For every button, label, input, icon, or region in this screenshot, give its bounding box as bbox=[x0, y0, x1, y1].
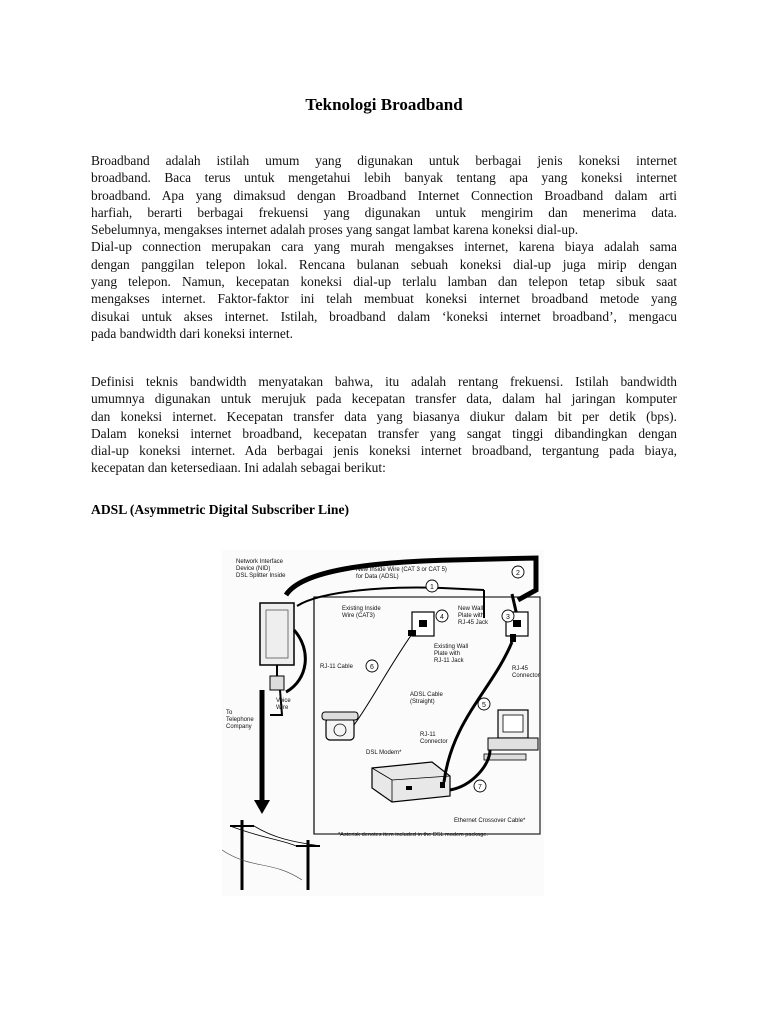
label-existing-inside-wire: Wire (CAT3) bbox=[342, 613, 375, 619]
text-line: Sebelumnya, mengakses internet adalah proses yang sangat lambat karena koneksi dial-up. bbox=[91, 222, 579, 238]
label-to-telephone: Telephone bbox=[226, 717, 254, 723]
label-to-telephone: Company bbox=[226, 724, 252, 730]
label-ethernet-cable: Ethernet Crossover Cable* bbox=[454, 818, 526, 824]
label-rj11-connector: RJ-11 bbox=[420, 732, 436, 738]
text-line: mengakses internet. Faktor-faktor ini telah membuat koneksi internet broadband metode yang bbox=[91, 291, 677, 307]
svg-text:2: 2 bbox=[516, 570, 520, 577]
text-line: Definisi teknis bandwidth menyatakan bahwa, itu adalah rentang frekuensi. Istilah bandwidth bbox=[91, 374, 677, 389]
text-line: Dalam koneksi internet broadband, kecepatan transfer yang sangat tinggi dibandingkan dengan bbox=[91, 425, 677, 441]
computer-base bbox=[488, 738, 538, 750]
text-line: dan koneksi internet. Kecepatan transfer data yang biasanya diukur dalam bit per detik (bps). bbox=[91, 408, 677, 424]
marker-5 bbox=[478, 698, 490, 710]
label-new-wall-plate: New Wall bbox=[458, 606, 484, 612]
marker-1 bbox=[426, 580, 438, 592]
label-new-wall-plate: Plate with bbox=[458, 613, 485, 619]
text-line: umumnya digunakan untuk merujuk pada kecepatan transfer data, dalam hal jaringan komputer bbox=[91, 391, 677, 407]
text-line: Broadband adalah istilah umum yang digunakan untuk berbagai jenis koneksi internet bbox=[91, 153, 677, 168]
svg-text:4: 4 bbox=[440, 614, 444, 621]
label-existing-wall-plate: Existing Wall bbox=[434, 644, 469, 650]
adsl-diagram bbox=[222, 550, 544, 896]
text-line: harfiah, berarti berbagai frekuensi yang digunakan untuk mengirim dan menerima data. bbox=[91, 204, 677, 220]
label-adsl-cable: ADSL Cable bbox=[410, 692, 443, 698]
marker-7 bbox=[474, 780, 486, 792]
marker-4 bbox=[436, 610, 448, 622]
label-nid: Network Interface bbox=[236, 559, 284, 565]
text-line: broadband. Apa yang dimaksud dengan Broadband Internet Connection Broadband dalam arti bbox=[91, 187, 677, 203]
label-new-inside-wire: New Inside Wire (CAT 3 or CAT 5) bbox=[356, 567, 447, 573]
text-line: pada bandwidth dari koneksi internet. bbox=[91, 325, 293, 341]
label-to-telephone: To bbox=[226, 710, 233, 716]
marker-3 bbox=[502, 610, 514, 622]
paragraph-bandwidth bbox=[91, 373, 677, 477]
text-line: dengan panggilan telepon lokal. Rencana bulanan sebuah koneksi dial-up juga mirip dengan bbox=[91, 256, 677, 272]
svg-text:6: 6 bbox=[370, 664, 374, 671]
dsl-modem-device bbox=[372, 762, 450, 802]
text-line: yang telepon. Namun, kecepatan koneksi dial-up terlalu lamban dan telepon tetap sibuk saat bbox=[91, 274, 677, 290]
marker-6 bbox=[366, 660, 378, 672]
paragraph-intro bbox=[91, 152, 677, 342]
text-line: broadband. Baca terus untuk mengetahui lebih banyak tentang apa yang koneksi internet bbox=[91, 170, 677, 186]
text-line: Dial-up connection merupakan cara yang murah mengakses internet, karena biaya adalah sama bbox=[91, 239, 677, 255]
label-existing-inside-wire: Existing Inside bbox=[342, 606, 381, 612]
svg-text:5: 5 bbox=[482, 702, 486, 709]
label-rj45-connector: RJ-45 bbox=[512, 666, 529, 672]
label-existing-wall-plate: Plate with bbox=[434, 651, 461, 657]
label-rj11-cable: RJ-11 Cable bbox=[320, 664, 353, 670]
label-footnote: *Asterisk denotes item included in the DSL modem package. bbox=[338, 832, 488, 838]
svg-text:1: 1 bbox=[430, 584, 434, 591]
label-rj45-connector: Connector bbox=[512, 673, 540, 679]
document-title: Teknologi Broadband bbox=[305, 95, 463, 114]
label-voice-wire: Voice bbox=[276, 698, 291, 704]
label-dsl-modem: DSL Modem* bbox=[366, 750, 402, 756]
label-new-inside-wire: for Data (ADSL) bbox=[356, 574, 399, 580]
text-line: disukai untuk akses internet. Istilah, broadband dalam ‘koneksi internet broadband’, mengacu bbox=[91, 308, 677, 324]
text-line: dial-up koneksi internet. Ada berbagai jenis koneksi internet broadband, tergantung pada biaya, bbox=[91, 443, 677, 459]
label-voice-wire: Wire bbox=[276, 705, 289, 711]
text-line: kecepatan dan ketersediaan. Ini adalah sebagai berikut: bbox=[91, 460, 386, 476]
svg-text:3: 3 bbox=[506, 614, 510, 621]
label-nid: DSL Splitter Inside bbox=[236, 573, 286, 579]
section-heading-adsl: ADSL (Asymmetric Digital Subscriber Line) bbox=[91, 502, 350, 517]
label-rj11-connector: Connector bbox=[420, 739, 448, 745]
label-nid: Device (NID) bbox=[236, 566, 271, 572]
marker-2 bbox=[512, 566, 524, 578]
splitter-block bbox=[270, 676, 284, 690]
telephone-icon bbox=[326, 718, 354, 740]
label-new-wall-plate: RJ-45 Jack bbox=[458, 620, 489, 626]
label-existing-wall-plate: RJ-11 Jack bbox=[434, 658, 464, 664]
nid-box bbox=[260, 603, 294, 665]
diagram-background bbox=[222, 550, 544, 896]
svg-text:7: 7 bbox=[478, 784, 482, 791]
label-adsl-cable: (Straight) bbox=[410, 699, 435, 705]
